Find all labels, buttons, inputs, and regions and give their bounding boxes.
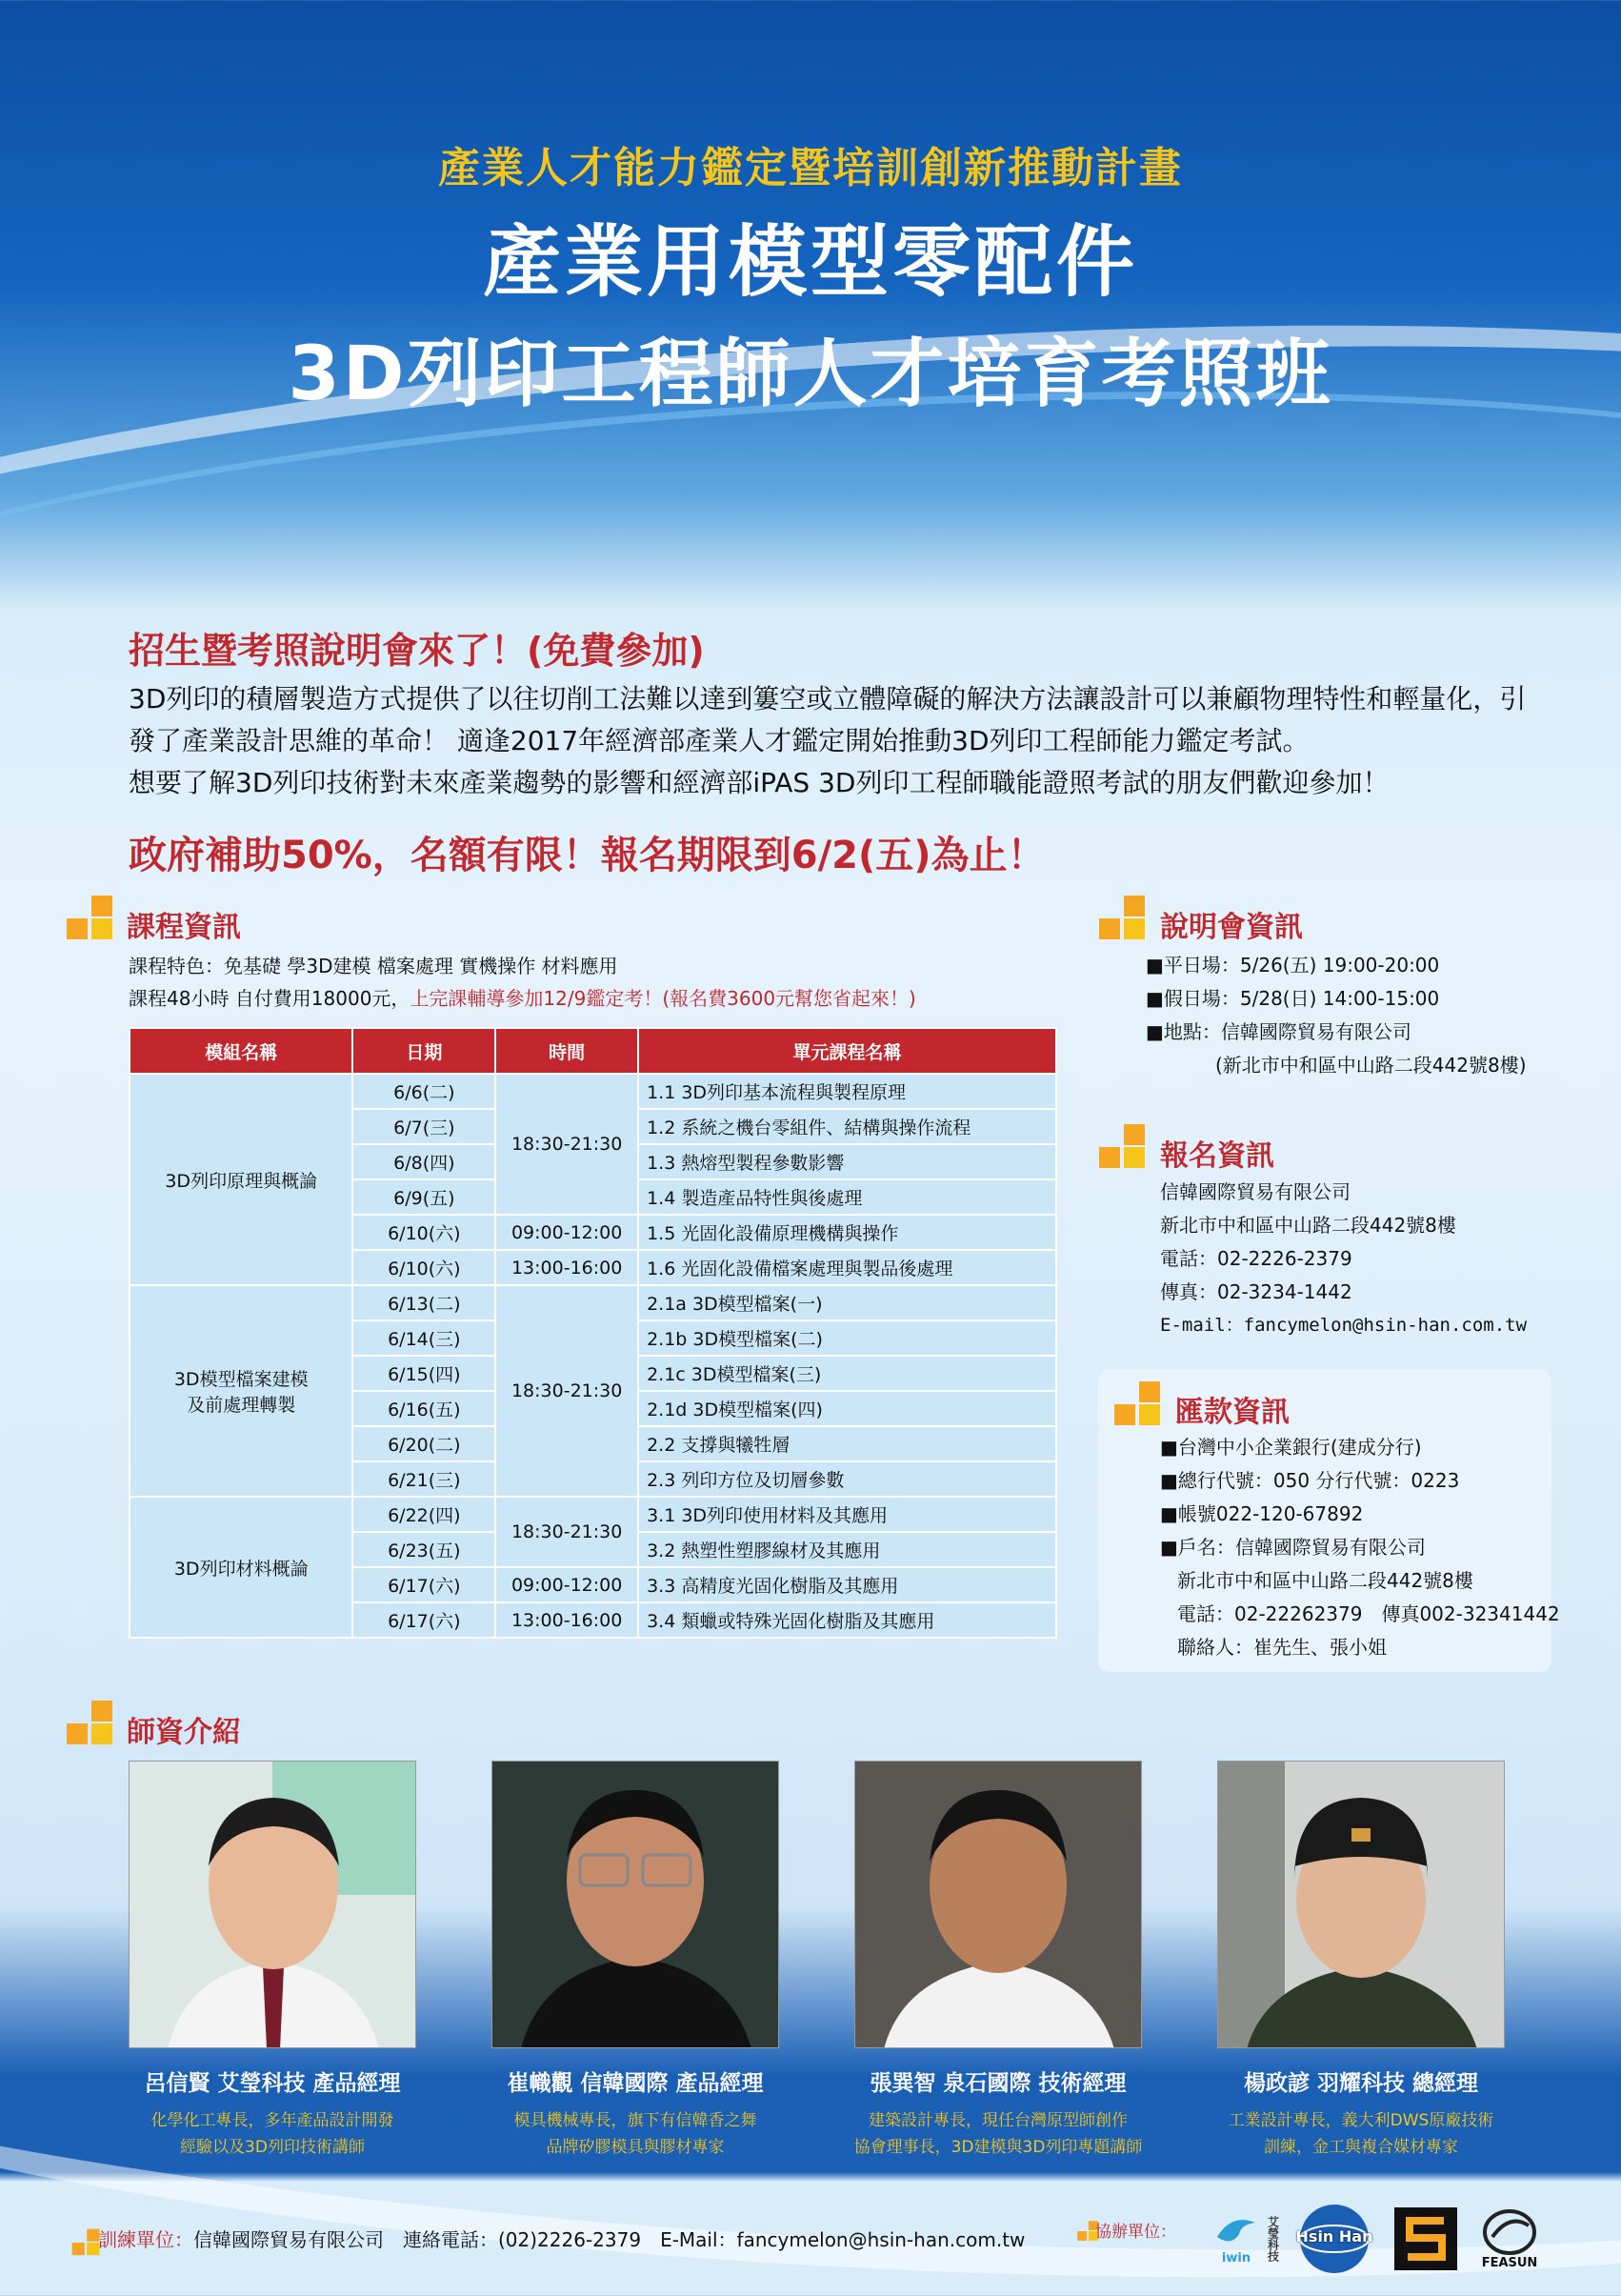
page-title-line1: 產業用模型零配件: [482, 217, 1138, 308]
registration-company: 信韓國際貿易有限公司: [1160, 1180, 1351, 1203]
course-features: 課程特色：免基礎 學3D建模 檔案處理 實機操作 材料應用: [129, 955, 618, 977]
time-cell: 18:30-21:30: [495, 1285, 638, 1497]
date-cell: 6/17(六): [352, 1567, 495, 1602]
date-cell: 6/9(五): [352, 1179, 495, 1215]
payment-holder: ■戶名：信韓國際貿易有限公司: [1160, 1536, 1426, 1559]
person-portrait-icon: [855, 1762, 1142, 2048]
table-header: 模組名稱: [130, 1028, 352, 1074]
unit-cell: 1.2 系統之機台零組件、結構與操作流程: [638, 1109, 1056, 1144]
date-cell: 6/15(四): [352, 1356, 495, 1391]
unit-cell: 3.3 高精度光固化樹脂及其應用: [638, 1567, 1056, 1602]
date-cell: 6/22(四): [352, 1497, 495, 1532]
date-cell: 6/23(五): [352, 1532, 495, 1567]
registration-info: [1160, 1176, 1527, 1342]
logo-text: iwin: [1221, 2250, 1251, 2266]
unit-cell: 1.6 光固化設備檔案處理與製品後處理: [638, 1250, 1056, 1285]
date-cell: 6/20(二): [352, 1426, 495, 1461]
teacher-photo: [854, 1761, 1142, 2048]
unit-cell: 2.1a 3D模型檔案(一): [638, 1285, 1056, 1320]
intro-paragraph: 3D列印的積層製造方式提供了以往切削工法難以達到簍空或立體障礙的解決方法讓設計可以兼顧物理特性和輕量化，引發了產業設計思維的革命！ 適逢2017年經濟部產業人才鑑定開始推動3D列印工程師能力鑑定考試。: [129, 683, 1527, 756]
table-header: 單元課程名稱: [638, 1028, 1056, 1074]
footer-co-label: 協辦單位：: [1095, 2223, 1176, 2242]
unit-cell: 2.3 列印方位及切層參數: [638, 1461, 1056, 1497]
unit-cell: 2.1c 3D模型檔案(三): [638, 1356, 1056, 1391]
teacher-name: 張巽智 泉石國際 技術經理: [870, 2071, 1127, 2096]
subsidy-notice: 政府補助50%，名額有限！報名期限到6/2(五)為止！: [129, 834, 1046, 877]
footer-training-text: 信韓國際貿易有限公司 連絡電話：(02)2226-2379 E-Mail：fancymelon@hsin-han.com.tw: [193, 2228, 1026, 2251]
briefing-address: (新北市中和區中山路二段442號8樓): [1215, 1054, 1527, 1077]
table-row: [130, 1497, 1056, 1532]
unit-cell: 3.4 類蠟或特殊光固化樹脂及其應用: [638, 1602, 1056, 1638]
table-header: 時間: [495, 1028, 638, 1074]
payment-codes: ■總行代號：050 分行代號：0223: [1160, 1469, 1460, 1492]
date-cell: 6/17(六): [352, 1602, 495, 1638]
teacher-photo: [1217, 1761, 1505, 2048]
logo-text: FEASUN: [1481, 2255, 1538, 2270]
teacher-desc-line: 模具機械專長，旗下有信韓香之舞: [513, 2111, 757, 2130]
unit-cell: 2.2 支撐與犧牲層: [638, 1426, 1056, 1461]
registration-phone: 電話：02-2226-2379: [1160, 1247, 1352, 1270]
person-portrait-icon: [492, 1762, 779, 2048]
course-fee-text: 課程48小時 自付費用18000元，: [129, 987, 410, 1010]
teacher-desc-line: 化學化工專長，多年產品設計開發: [150, 2111, 394, 2130]
intro-text: [129, 678, 1538, 804]
payment-bank: ■台灣中小企業銀行(建成分行): [1160, 1436, 1422, 1459]
s-logo: [1392, 2201, 1459, 2277]
intro-paragraph: 想要了解3D列印技術對未來產業趨勢的影響和經濟部iPAS 3D列印工程師職能證照考試的朋友們歡迎參加！: [129, 767, 1390, 798]
section-marker-icon: [72, 2229, 100, 2257]
feasun-logo: [1471, 2201, 1548, 2277]
briefing-heading: 說明會資訊: [1160, 911, 1303, 944]
teacher-name: 楊政諺 羽耀科技 總經理: [1243, 2071, 1478, 2096]
time-cell: 09:00-12:00: [495, 1567, 638, 1602]
time-cell: 13:00-16:00: [495, 1250, 638, 1285]
bird-icon: [1212, 2213, 1260, 2251]
briefing-weekday: ■平日場：5/26(五) 19:00-20:00: [1146, 954, 1440, 977]
teacher-description: [817, 2107, 1179, 2161]
payment-heading: 匯款資訊: [1175, 1396, 1290, 1429]
date-cell: 6/10(六): [352, 1250, 495, 1285]
footer-training-label: 訓練單位：: [98, 2228, 193, 2251]
teacher-name: 崔幟觀 信韓國際 產品經理: [507, 2071, 764, 2096]
time-cell: 18:30-21:30: [495, 1074, 638, 1215]
payment-contact: 電話：02-22262379 傳真002-32341442: [1177, 1602, 1560, 1625]
unit-cell: 3.1 3D列印使用材料及其應用: [638, 1497, 1056, 1532]
registration-address: 新北市中和區中山路二段442號8樓: [1160, 1214, 1456, 1237]
module-name: 3D列印原理與概論: [130, 1074, 352, 1285]
unit-cell: 1.5 光固化設備原理機構與操作: [638, 1215, 1056, 1250]
logo-text: Hsin Han: [1295, 2227, 1373, 2246]
module-name: [130, 1285, 352, 1497]
page-title-line2: 3D列印工程師人才培育考照班: [288, 332, 1333, 417]
logo-text: 艾瑩科技: [1266, 2216, 1280, 2262]
hsin-han-logo: [1291, 2201, 1377, 2277]
teacher-photo: [491, 1761, 779, 2048]
payment-person: 聯絡人：崔先生、張小姐: [1177, 1636, 1387, 1659]
teacher-desc-line: 經驗以及3D列印技術講師: [180, 2138, 365, 2157]
teacher-desc-line: 協會理事長，3D建模與3D列印專題講師: [853, 2138, 1143, 2157]
date-cell: 6/21(三): [352, 1461, 495, 1497]
payment-address: 新北市中和區中山路二段442號8樓: [1177, 1569, 1473, 1592]
section-marker-icon: [67, 1701, 112, 1746]
table-row: [130, 1285, 1056, 1320]
module-name-line: 3D模型檔案建模: [173, 1369, 309, 1390]
teacher-photo: [129, 1761, 416, 2048]
registration-heading: 報名資訊: [1160, 1139, 1274, 1173]
registration-email: E-mail：fancymelon@hsin-han.com.tw: [1160, 1315, 1528, 1336]
teacher-name: 呂信賢 艾瑩科技 產品經理: [144, 2071, 401, 2096]
table-header: 日期: [352, 1028, 495, 1074]
unit-cell: 1.3 熱熔型製程參數影響: [638, 1144, 1056, 1179]
teacher-description: [1180, 2107, 1542, 2161]
program-subtitle: 產業人才能力鑑定暨培訓創新推動計畫: [438, 144, 1183, 192]
unit-cell: 2.1d 3D模型檔案(四): [638, 1391, 1056, 1426]
teacher-desc-line: 工業設計專長，義大利DWS原廠技術: [1228, 2111, 1494, 2130]
briefing-place: ■地點：信韓國際貿易有限公司: [1146, 1020, 1411, 1043]
person-portrait-icon: [130, 1762, 416, 2048]
section-marker-icon: [1114, 1381, 1160, 1427]
date-cell: 6/10(六): [352, 1215, 495, 1250]
section-marker-icon: [1099, 1124, 1145, 1170]
payment-account: ■帳號022-120-67892: [1160, 1502, 1364, 1525]
date-cell: 6/6(二): [352, 1074, 495, 1109]
time-cell: 18:30-21:30: [495, 1497, 638, 1567]
course-heading: 課程資訊: [127, 911, 241, 944]
date-cell: 6/13(二): [352, 1285, 495, 1320]
teacher-desc-line: 訓練，金工與複合媒材專家: [1264, 2138, 1458, 2157]
unit-cell: 2.1b 3D模型檔案(二): [638, 1320, 1056, 1356]
registration-fax: 傳真：02-3234-1442: [1160, 1280, 1352, 1303]
teacher-description: [91, 2107, 453, 2161]
unit-cell: 3.2 熱塑性塑膠線材及其應用: [638, 1532, 1056, 1567]
date-cell: 6/7(三): [352, 1109, 495, 1144]
teacher-description: [454, 2107, 816, 2161]
unit-cell: 1.4 製造產品特性與後處理: [638, 1179, 1056, 1215]
date-cell: 6/14(三): [352, 1320, 495, 1356]
person-portrait-icon: [1218, 1762, 1505, 2048]
date-cell: 6/16(五): [352, 1391, 495, 1426]
intro-heading: 招生暨考照說明會來了！(免費參加): [129, 630, 705, 672]
briefing-holiday: ■假日場：5/28(日) 14:00-15:00: [1146, 987, 1440, 1010]
teacher-desc-line: 建築設計專長，現任台灣原型師創作: [869, 2111, 1128, 2130]
teacher-desc-line: 品牌矽膠模具與膠材專家: [546, 2138, 725, 2157]
module-name: 3D列印材料概論: [130, 1497, 352, 1638]
s-mark-icon: [1394, 2207, 1457, 2270]
teachers-heading: 師資介紹: [127, 1716, 241, 1749]
module-name-line: 及前處理轉製: [187, 1395, 296, 1416]
section-marker-icon: [1099, 896, 1145, 941]
date-cell: 6/8(四): [352, 1144, 495, 1179]
leaf-icon: [1481, 2208, 1538, 2256]
section-marker-icon: [67, 896, 112, 941]
unit-cell: 1.1 3D列印基本流程與製程原理: [638, 1074, 1056, 1109]
table-header-row: [130, 1028, 1056, 1074]
time-cell: 09:00-12:00: [495, 1215, 638, 1250]
time-cell: 13:00-16:00: [495, 1602, 638, 1638]
payment-info: [1160, 1431, 1560, 1664]
course-schedule-table: [129, 1027, 1057, 1639]
table-row: [130, 1074, 1056, 1109]
footer-training: [98, 2225, 1025, 2252]
briefing-info: [1146, 949, 1527, 1082]
course-fee-highlight: 上完課輔導參加12/9鑑定考！(報名費3600元幫您省起來！): [410, 987, 916, 1010]
course-fee: [129, 983, 916, 1011]
